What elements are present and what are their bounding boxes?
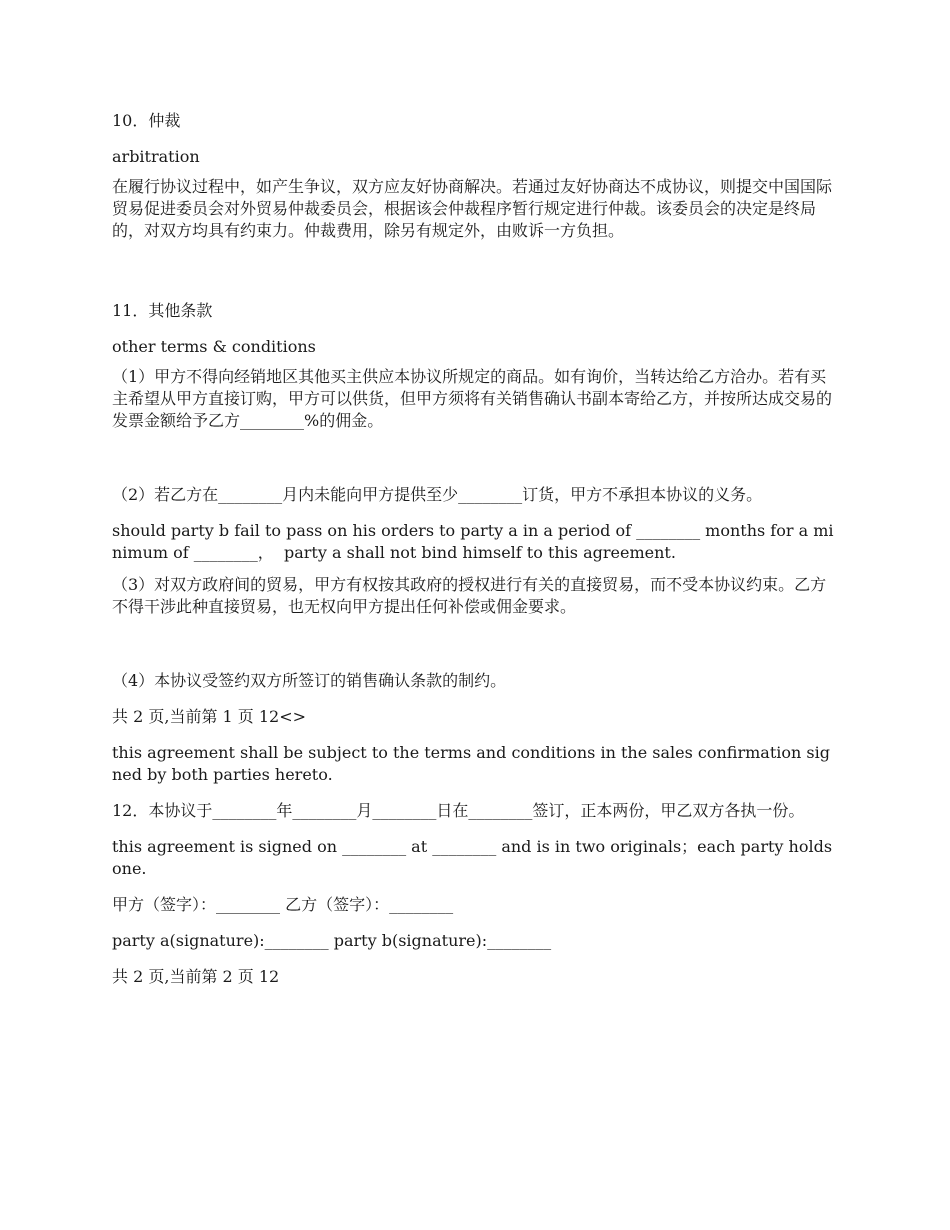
section-11-heading: 11．其他条款 [112, 301, 213, 320]
section-12-body: 12．本协议于________年________月________日在________签订，正本两份，甲乙双方各执一份。 [112, 801, 805, 820]
page-marker: 共 2 页,当前第 1 页 12<> [112, 707, 307, 726]
page-footer: 共 2 页,当前第 2 页 12 [112, 967, 280, 986]
section-12-body-english: this agreement is signed on ________ at ________ and is in two originals；each party holds one. [112, 837, 838, 878]
section-11-item-2-english: should party b fail to pass on his orders to party a in a period of ________ months for a minimum of ________， party a shall not bind himself to this agreement. [112, 521, 834, 562]
section-11-item-4: （4）本协议受签约双方所签订的销售确认条款的制约。 [112, 671, 507, 690]
section-11-item-2: （2）若乙方在________月内未能向甲方提供至少________订货，甲方不承担本协议的义务。 [112, 485, 763, 504]
section-10-heading: 10．仲裁 [112, 111, 181, 130]
section-11-item-3: （3）对双方政府间的贸易，甲方有权按其政府的授权进行有关的直接贸易，而不受本协议约束。乙方不得干涉此种直接贸易，也无权向甲方提出任何补偿或佣金要求。 [112, 575, 827, 616]
section-11-item-4-english: this agreement shall be subject to the terms and conditions in the sales confirmation signed by both parties hereto. [112, 743, 830, 784]
section-11-item-1: （1）甲方不得向经销地区其他买主供应本协议所规定的商品。如有询价，当转达给乙方洽办。若有买主希望从甲方直接订购，甲方可以供货，但甲方须将有关销售确认书副本寄给乙方，并按所达成交易的发票金额给予乙方________%的佣金。 [112, 367, 833, 430]
section-10-body: 在履行协议过程中，如产生争议，双方应友好协商解决。若通过友好协商达不成协议，则提交中国国际贸易促进委员会对外贸易仲裁委员会，根据该会仲裁程序暂行规定进行仲裁。该委员会的决定是终局的，对双方均具有约束力。仲裁费用，除另有规定外，由败诉一方负担。 [112, 177, 833, 240]
signature-line-english: party a(signature):________ party b(signature):________ [112, 931, 552, 950]
section-11-subtitle: other terms & conditions [112, 337, 316, 356]
section-10-subtitle: arbitration [112, 147, 200, 166]
signature-line-chinese: 甲方（签字）：________ 乙方（签字）：________ [112, 895, 454, 914]
